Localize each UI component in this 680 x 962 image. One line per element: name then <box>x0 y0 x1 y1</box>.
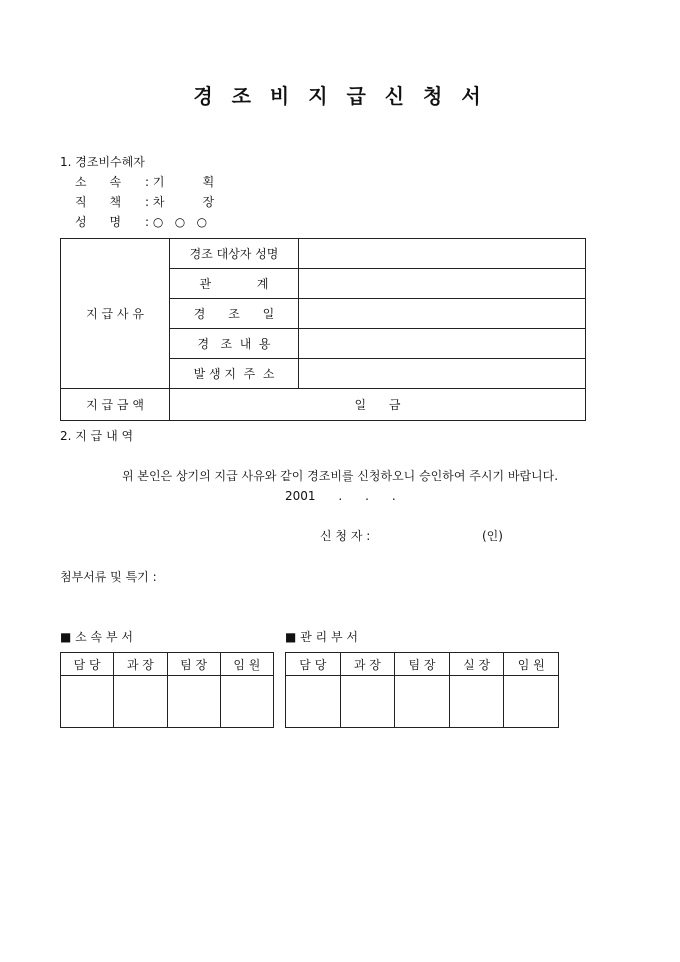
signature-cell[interactable] <box>114 676 167 728</box>
signature-cell[interactable] <box>504 676 559 728</box>
approval-header: 팀 장 <box>395 653 450 676</box>
dept1-heading: ■ 소 속 부 서 <box>60 630 133 644</box>
signature-cell[interactable] <box>449 676 504 728</box>
field-value-name: : ○ ○ ○ <box>145 215 208 229</box>
approval-header: 임 원 <box>220 653 273 676</box>
approval-header: 과 장 <box>340 653 395 676</box>
amount-label: 지 급 금 액 <box>61 389 170 421</box>
reason-label: 지 급 사 유 <box>61 239 170 389</box>
signature-cell[interactable] <box>167 676 220 728</box>
date: 2001 . . . <box>285 489 396 503</box>
section1-heading: 1. 경조비수혜자 <box>60 155 145 169</box>
approval-header: 담 당 <box>286 653 341 676</box>
row-label: 경 조 내 용 <box>170 329 299 359</box>
row-label: 관 계 <box>170 269 299 299</box>
dept2-approval-table <box>285 652 559 728</box>
section2-heading: 2. 지 급 내 역 <box>60 429 134 443</box>
signature-cell[interactable] <box>220 676 273 728</box>
applicant-label: 신 청 자 : <box>320 529 371 543</box>
value-cell[interactable] <box>299 269 586 299</box>
approval-header: 담 당 <box>61 653 114 676</box>
signature-cell[interactable] <box>340 676 395 728</box>
approval-header: 팀 장 <box>167 653 220 676</box>
row-label: 경 조 일 <box>170 299 299 329</box>
statement: 위 본인은 상기의 지급 사유와 같이 경조비를 신청하오니 승인하여 주시기 바랍니다. <box>121 469 559 483</box>
amount-value[interactable]: 일 금 <box>170 389 586 421</box>
field-value-dept: : 기 획 <box>145 175 215 189</box>
signature-cell[interactable] <box>395 676 450 728</box>
row-label: 경조 대상자 성명 <box>170 239 299 269</box>
attachments-label: 첨부서류 및 특기 : <box>60 570 157 584</box>
row-label: 발 생 지 주 소 <box>170 359 299 389</box>
field-label-position: 직 책 <box>75 195 122 209</box>
value-cell[interactable] <box>299 239 586 269</box>
dept2-heading: ■ 관 리 부 서 <box>285 630 358 644</box>
approval-header: 과 장 <box>114 653 167 676</box>
signature-cell[interactable] <box>61 676 114 728</box>
field-label-name: 성 명 <box>75 215 122 229</box>
value-cell[interactable] <box>299 299 586 329</box>
document-title: 경 조 비 지 급 신 청 서 <box>193 84 487 108</box>
seal-mark: (인) <box>482 529 503 543</box>
dept1-approval-table <box>60 652 274 728</box>
approval-header: 임 원 <box>504 653 559 676</box>
payment-reason-table <box>60 238 586 421</box>
value-cell[interactable] <box>299 329 586 359</box>
field-value-position: : 차 장 <box>145 195 215 209</box>
field-label-dept: 소 속 <box>75 175 122 189</box>
value-cell[interactable] <box>299 359 586 389</box>
approval-header: 실 장 <box>449 653 504 676</box>
signature-cell[interactable] <box>286 676 341 728</box>
